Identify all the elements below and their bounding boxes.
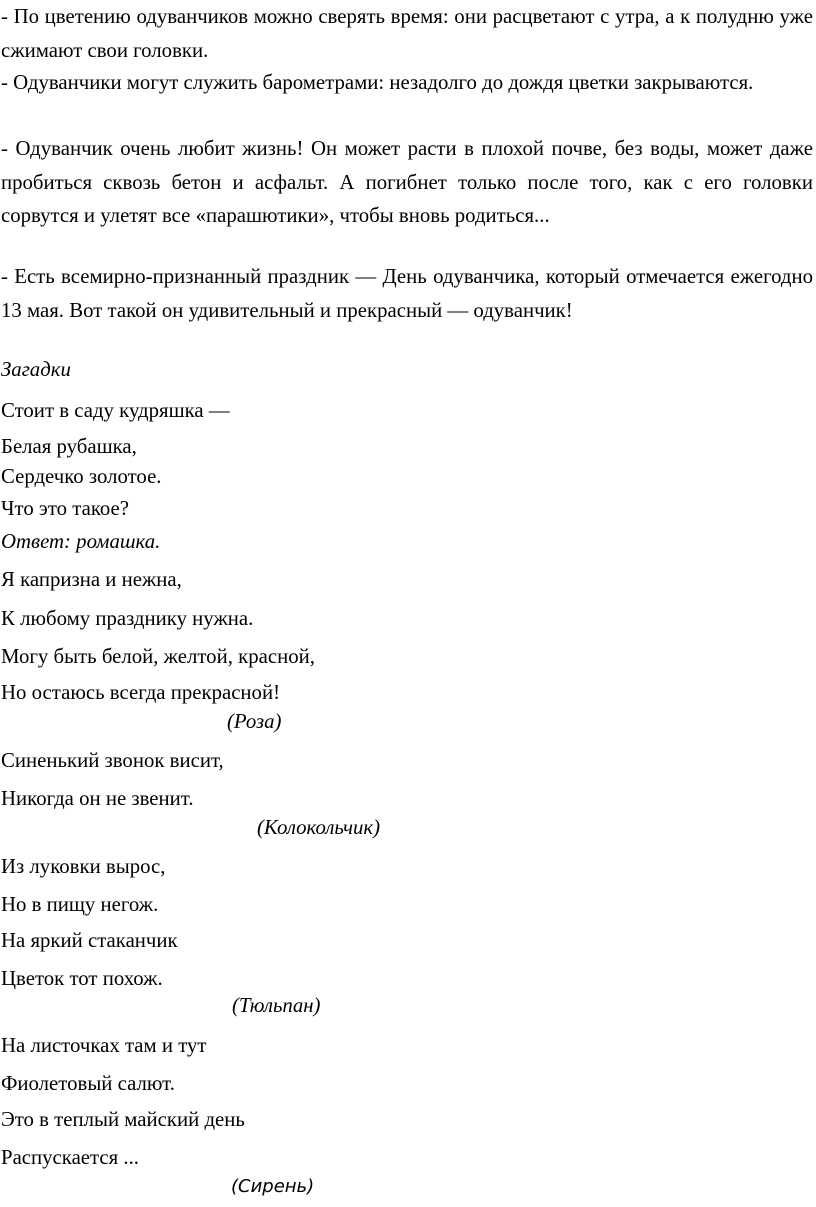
riddle-line: Распускается ... [1,1146,139,1169]
riddle-line: Что это такое? [1,497,130,520]
riddle-line: Синенький звонок висит, [1,749,224,772]
riddle-line: Но в пищу негож. [1,893,159,916]
paragraph-dandelion-life: - Одуванчик очень любит жизнь! Он может расти в плохой почве, без воды, может даже пробиться сквозь бетон и асфальт. А погибнет только после того, как с его головки сорвутся и улетят все «парашютики», чтобы вновь родиться... [1,137,813,227]
riddle-line: Я капризна и нежна, [1,568,182,591]
riddle-line: На листочках там и тут [1,1034,207,1057]
riddle-line: Из луковки вырос, [1,855,166,878]
riddle-line: К любому празднику нужна. [1,607,254,630]
riddle-answer: (Сирень) [231,1176,315,1197]
riddle-line: Цветок тот похож. [1,967,163,990]
riddle-answer: (Колокольчик) [257,816,381,839]
riddle-line: Сердечко золотое. [1,465,162,488]
riddle-line: Никогда он не звенит. [1,787,194,810]
paragraph-dandelion-time: - По цветению одуванчиков можно сверять время: они расцветают с утра, а к полудню уже сжимают свои головки. [1,5,813,62]
riddle-answer: (Роза) [227,710,282,733]
riddle-line: Стоит в саду кудряшка — [1,399,230,422]
riddle-line: На яркий стаканчик [1,929,178,952]
riddle-answer: Ответ: ромашка. [1,530,161,553]
paragraph-dandelion-barometer: - Одуванчики могут служить барометрами: незадолго до дождя цветки закрываются. [1,71,754,94]
riddle-line: Но остаюсь всегда прекрасной! [1,681,281,704]
riddles-heading: Загадки [1,358,71,381]
paragraph-dandelion-day: - Есть всемирно-признанный праздник — День одуванчика, который отмечается ежегодно 13 мая. Вот такой он удивительный и прекрасный — одуванчик! [1,265,813,322]
riddle-line: Это в теплый майский день [1,1108,245,1131]
riddle-line: Могу быть белой, желтой, красной, [1,645,315,668]
riddle-answer: (Тюльпан) [232,994,321,1017]
riddle-line: Белая рубашка, [1,435,137,458]
riddle-line: Фиолетовый салют. [1,1072,175,1095]
